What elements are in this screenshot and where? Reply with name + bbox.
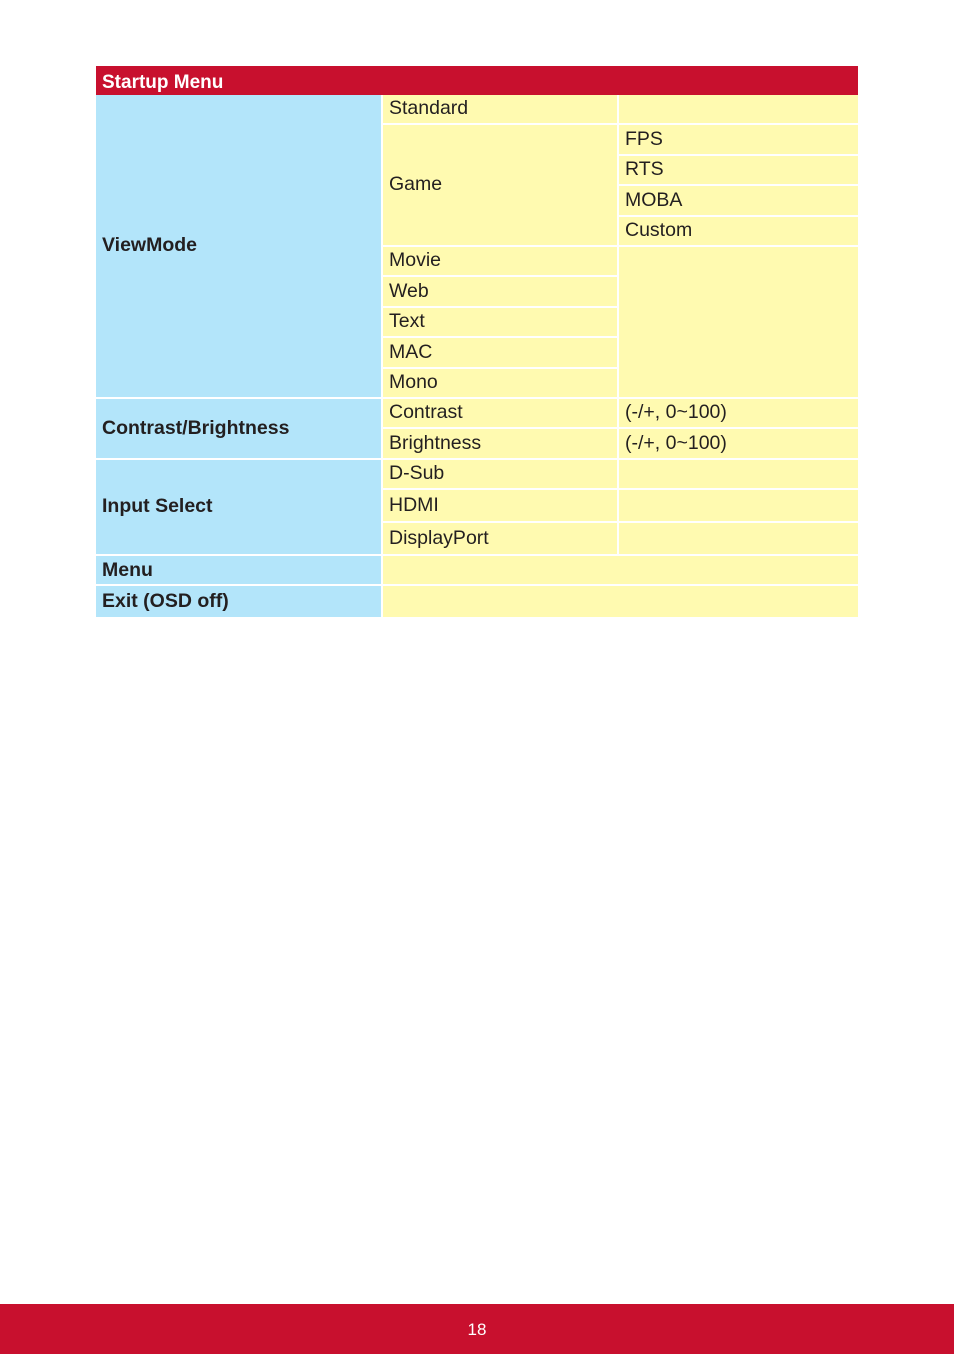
menu-item-contrast-brightness: Contrast/Brightness bbox=[96, 399, 383, 460]
empty-cell bbox=[383, 556, 858, 586]
empty-cell bbox=[619, 523, 858, 556]
table-title: Startup Menu bbox=[96, 66, 858, 95]
submenu-item-displayport: DisplayPort bbox=[383, 523, 619, 556]
option-fps: FPS bbox=[619, 125, 858, 155]
empty-cell bbox=[619, 95, 858, 125]
submenu-item-standard: Standard bbox=[383, 95, 619, 125]
menu-item-input-select: Input Select bbox=[96, 460, 383, 556]
submenu-item-web: Web bbox=[383, 277, 619, 307]
option-custom: Custom bbox=[619, 217, 858, 247]
page-number: 18 bbox=[467, 1320, 487, 1339]
table-row bbox=[96, 399, 858, 429]
contrast-range: (-/+, 0~100) bbox=[619, 399, 858, 429]
option-moba: MOBA bbox=[619, 186, 858, 216]
submenu-item-text: Text bbox=[383, 308, 619, 338]
menu-item-exit: Exit (OSD off) bbox=[96, 586, 383, 616]
submenu-item-dsub: D-Sub bbox=[383, 460, 619, 490]
page-footer bbox=[0, 1304, 954, 1354]
startup-menu-table bbox=[96, 66, 858, 617]
submenu-item-contrast: Contrast bbox=[383, 399, 619, 429]
menu-item-menu: Menu bbox=[96, 556, 383, 586]
table-row bbox=[96, 95, 858, 125]
empty-cell bbox=[619, 490, 858, 523]
empty-cell bbox=[619, 247, 858, 399]
submenu-item-mac: MAC bbox=[383, 338, 619, 368]
submenu-item-movie: Movie bbox=[383, 247, 619, 277]
menu-item-viewmode: ViewMode bbox=[96, 95, 383, 399]
submenu-item-hdmi: HDMI bbox=[383, 490, 619, 523]
table-row bbox=[96, 460, 858, 490]
empty-cell bbox=[383, 586, 858, 616]
brightness-range: (-/+, 0~100) bbox=[619, 429, 858, 459]
option-rts: RTS bbox=[619, 156, 858, 186]
table-row bbox=[96, 556, 858, 586]
table-header-row bbox=[96, 66, 858, 95]
submenu-item-game: Game bbox=[383, 125, 619, 247]
empty-cell bbox=[619, 460, 858, 490]
table-row bbox=[96, 586, 858, 616]
submenu-item-mono: Mono bbox=[383, 369, 619, 399]
submenu-item-brightness: Brightness bbox=[383, 429, 619, 459]
